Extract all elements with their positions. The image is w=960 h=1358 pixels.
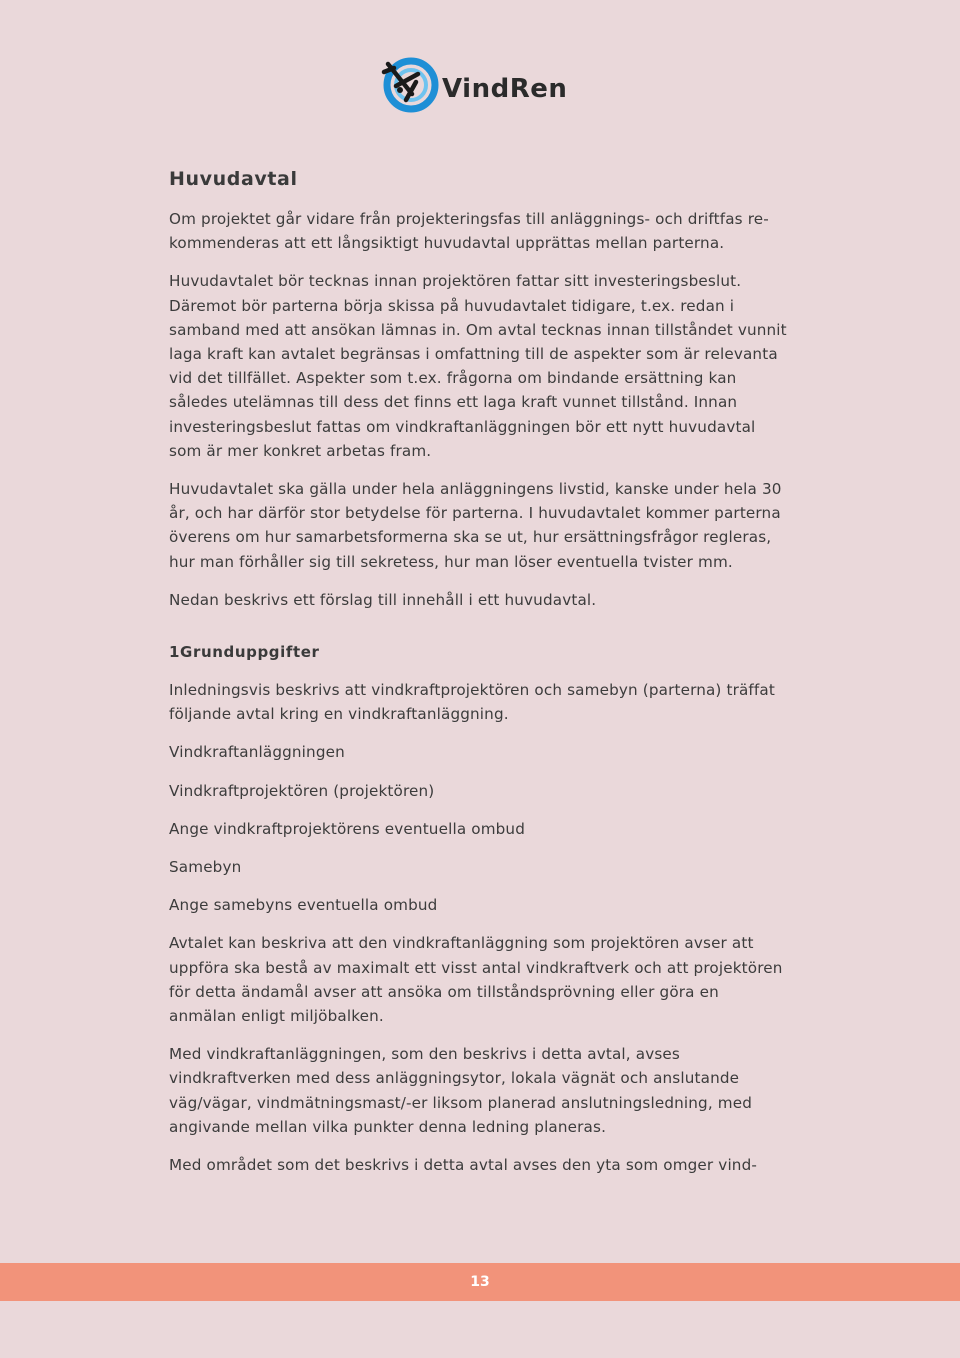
section-heading: 1Grunduppgifter (169, 643, 320, 662)
field-label: Vindkraftanläggningen (169, 743, 345, 762)
vindren-logo-icon (378, 52, 440, 114)
page-heading: Huvudavtal (169, 168, 298, 190)
field-label: Vindkraftprojektören (projektören) (169, 781, 435, 800)
paragraph: Huvudavtalet bör tecknas innan projektören fattar sitt investeringsbeslut. Däremot bör parterna börja skissa på huvudavtalet tidigare, t.ex. redan i samband med att ansökan lämnas in. Om avtal tecknas innan tillståndet vunnit laga kraft kan avtalet begränsas i omfattning till de aspekter som är relevanta vid det tillfället. Aspekter som t.ex. frågorna om bindande ersättning kan således utelämnas till dess det finns ett laga kraft vunnet tillstånd. Innan investeringsbeslut fattas om vindkraftanläggningen bör ett nytt huvudavtal som är mer konkret arbetas fram. (169, 272, 787, 460)
paragraph: Inledningsvis beskrivs att vindkraftprojektören och samebyn (parterna) träffat följande avtal kring en vindkraftanläggning. (169, 681, 775, 724)
paragraph: Med området som det beskrivs i detta avtal avses den yta som omger vind- (169, 1156, 758, 1175)
paragraph: Om projektet går vidare från projekteringsfas till anläggnings- och driftfas re-kommenderas att ett långsiktigt huvudavtal upprättas mellan parterna. (169, 210, 769, 253)
page-number: 13 (470, 1274, 490, 1290)
field-label: Ange samebyns eventuella ombud (169, 896, 438, 915)
vindren-logo (378, 52, 567, 114)
field-label: Ange vindkraftprojektörens eventuella ombud (169, 819, 525, 838)
paragraph: Med vindkraftanläggningen, som den beskrivs i detta avtal, avses vindkraftverken med dess anläggningsytor, lokala vägnät och anslutande väg/vägar, vindmätningsmast/-er liksom planerad anslutningsledning, med angivande mellan vilka punkter denna ledning planeras. (169, 1045, 753, 1136)
paragraph: Nedan beskrivs ett förslag till innehåll i ett huvudavtal. (169, 590, 597, 609)
main-content (169, 166, 789, 1191)
paragraph: Avtalet kan beskriva att den vindkraftanläggning som projektören avser att uppföra ska bestå av maximalt ett visst antal vindkraftverk och att projektören för detta ändamål avser att ansöka om tillståndsprövning eller göra en anmälan enligt miljöbalken. (169, 934, 783, 1026)
logo-text: VindRen (442, 74, 568, 104)
paragraph: Huvudavtalet ska gälla under hela anläggningens livstid, kanske under hela 30 år, och har därför stor betydelse för parterna. I huvudavtalet kommer parterna överens om hur samarbetsformerna ska se ut, hur ersättningsfrågor regleras, hur man förhåller sig till sekretess, hur man löser eventuella tvister mm. (169, 480, 782, 571)
footer-band (0, 1263, 960, 1301)
field-label: Samebyn (169, 858, 242, 877)
